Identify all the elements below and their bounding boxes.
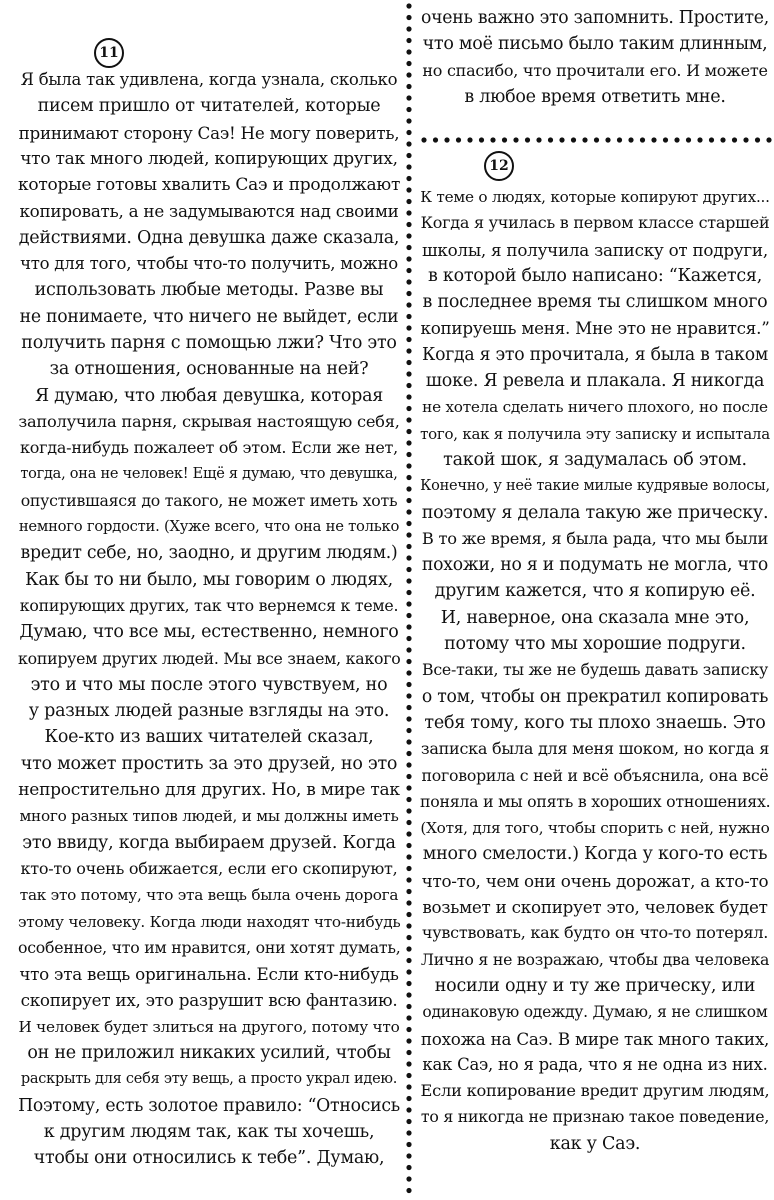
text-line: принимают сторону Саэ! Не могу поверить, (18, 122, 400, 143)
text-line: записка была для меня шоком, но когда я (420, 739, 770, 759)
text-line: Я была так удивлена, когда узнала, сколько (20, 70, 398, 89)
text-line: как у Саэ. (549, 1133, 641, 1154)
text-line: кто-то очень обижается, если его скопируют, (20, 858, 398, 878)
text-line: потому что мы хорошие подруги. (444, 634, 746, 655)
text-line: использовать любые методы. Разве вы (34, 280, 384, 301)
text-line: заполучила парня, скрывая настоящую себя, (18, 411, 400, 431)
text-line: другим кажется, что я копирую её. (434, 581, 756, 602)
text-line: как Саэ, но я рада, что я не одна из них. (422, 1054, 768, 1074)
text-line: (Хотя, для того, чтобы спорить с ней, нужно (420, 819, 770, 838)
text-line: одинаковую одежду. Думаю, я не слишком (422, 1003, 768, 1022)
text-line: носили одну и ту же прическу, или (434, 975, 756, 996)
text-line: того, как я получила эту записку и испытала (420, 424, 770, 443)
text-line: Если копирование вредит другим людям, (420, 1081, 770, 1101)
text-line: поговорила с ней и всё объяснила, она всё (421, 765, 769, 785)
text-line: когда-нибудь пожалеет об этом. Если же нет, (20, 438, 398, 458)
letter-number-badge-12: 12 (484, 151, 514, 181)
vertical-dotted-divider (405, 0, 413, 1200)
text-line: Когда я это прочитала, я была в таком (421, 344, 769, 365)
text-line: немного гордости. (Хуже всего, что она не только (18, 518, 400, 536)
text-line: о том, чтобы он прекратил копировать (421, 686, 769, 707)
letter-11-text (18, 67, 400, 1171)
text-line: Конечно, у неё такие милые кудрявые волосы, (420, 478, 770, 495)
text-line: то я никогда не признаю такое поведение, (420, 1107, 770, 1127)
text-line: Думаю, что все мы, естественно, немного (19, 622, 399, 643)
letter-12-text (420, 184, 770, 1157)
text-line: Лично я не возражаю, чтобы два человека (420, 949, 770, 969)
text-line: И человек будет злиться на другого, потому что (18, 1017, 400, 1036)
text-line: что так много людей, копирующих других, (20, 148, 398, 169)
text-line: поэтому я делала такую же прическу. (421, 502, 769, 523)
text-line: тогда, она не человек! Ещё я думаю, что девушка, (20, 466, 398, 483)
text-line: такой шок, я задумалась об этом. (443, 449, 747, 470)
text-line: это и что мы после этого чувствуем, но (30, 674, 388, 695)
text-line: что моё письмо было таким длинным, (422, 34, 768, 55)
letter-11-continued-text (420, 5, 770, 110)
text-line: получить парня с помощью лжи? Что это (21, 332, 397, 353)
text-line: в любое время ответить мне. (464, 86, 726, 107)
text-line: не хотела сделать ничего плохого, но после (422, 398, 768, 417)
text-line: так это потому, что эта вещь была очень дорога (19, 886, 399, 905)
text-line: это ввиду, когда выбираем друзей. Когда (22, 832, 396, 853)
text-line: поняла и мы опять в хороших отношениях. (420, 791, 771, 811)
text-line: писем пришло от читателей, которые (37, 96, 381, 117)
text-line: скопирует их, это разрушит всю фантазию. (20, 990, 398, 1011)
text-line: возьмет и скопирует это, человек будет (422, 897, 768, 918)
text-line: Я думаю, что любая девушка, которая (34, 385, 384, 406)
text-line: раскрыть для себя эту вещь, а просто украл идею. (20, 1071, 398, 1088)
text-line: К теме о людях, которые копируют других... (420, 188, 770, 206)
text-line: Как бы то ни было, мы говорим о людях, (25, 569, 393, 590)
text-line: что может простить за это друзей, но это (20, 753, 398, 774)
letter-number-badge-11: 11 (94, 38, 124, 68)
text-line: в последнее время ты слишком много (422, 292, 768, 313)
text-line: что для того, чтобы что-то получить, можно (20, 254, 398, 274)
text-line: очень важно это запомнить. Простите, (421, 8, 769, 28)
text-line: действиями. Одна девушка даже сказала, (18, 227, 400, 248)
text-line: копируешь меня. Мне это не нравится.” (420, 318, 770, 339)
text-line: Кое-кто из ваших читателей сказал, (44, 727, 374, 748)
text-line: Когда я училась в первом классе старшей (420, 213, 770, 233)
text-line: И, наверное, она сказала мне это, (440, 607, 750, 628)
text-line: В то же время, я была рада, что мы были (421, 528, 769, 548)
text-line: копируем других людей. Мы все знаем, какого (18, 648, 401, 668)
text-line: вредит себе, но, заодно, и другим людям.) (20, 543, 398, 564)
text-line: шоке. Я ревела и плакала. Я никогда (425, 371, 765, 392)
text-line: школы, я получила записку от подруги, (422, 239, 768, 260)
text-line: много разных типов людей, и мы должны иметь (19, 807, 399, 826)
text-line: за отношения, основанные на ней? (49, 359, 369, 380)
text-line: но спасибо, что прочитали его. И можете (422, 60, 768, 80)
text-line: непростительно для других. Но, в мире так (18, 780, 400, 801)
text-line: Все-таки, ты же не будешь давать записку (422, 660, 768, 680)
text-line: этому человеку. Когда люди находят что-нибудь (18, 912, 401, 931)
text-line: копирующих других, так что вернемся к теме. (19, 595, 399, 615)
horizontal-dotted-divider (420, 136, 774, 144)
text-line: он не приложил никаких усилий, чтобы (27, 1042, 391, 1063)
text-line: в которой было написано: “Кажется, (427, 265, 763, 286)
text-line: много смелости.) Когда у кого-то есть (422, 844, 768, 865)
text-line: к другим людям так, как ты хочешь, (43, 1121, 375, 1142)
text-line: похожи, но я и подумать не могла, что (421, 555, 769, 576)
text-line: что-то, чем они очень дорожат, а кто-то (421, 870, 769, 891)
text-line: тебя тому, кого ты плохо знаешь. Это (424, 712, 766, 733)
text-line: похожа на Саэ. В мире так много таких, (420, 1028, 770, 1049)
text-line: особенное, что им нравится, они хотят думать, (18, 937, 401, 957)
text-line: не понимаете, что ничего не выйдет, если (19, 306, 399, 327)
text-line: что эта вещь оригинальна. Если кто-нибудь (19, 964, 399, 985)
text-line: у разных людей разные взгляды на это. (28, 701, 390, 722)
text-line: Поэтому, есть золотое правило: “Относись (18, 1095, 400, 1116)
text-line: опустившаяся до такого, не может иметь хоть (20, 490, 398, 510)
text-line: копировать, а не задумываются над своими (19, 201, 399, 222)
text-line: чтобы они относились к тебе”. Думаю, (33, 1148, 385, 1169)
text-line: чувствовать, как будто он что-то потерял. (421, 923, 769, 943)
text-line: которые готовы хвалить Саэ и продолжают (18, 175, 401, 196)
